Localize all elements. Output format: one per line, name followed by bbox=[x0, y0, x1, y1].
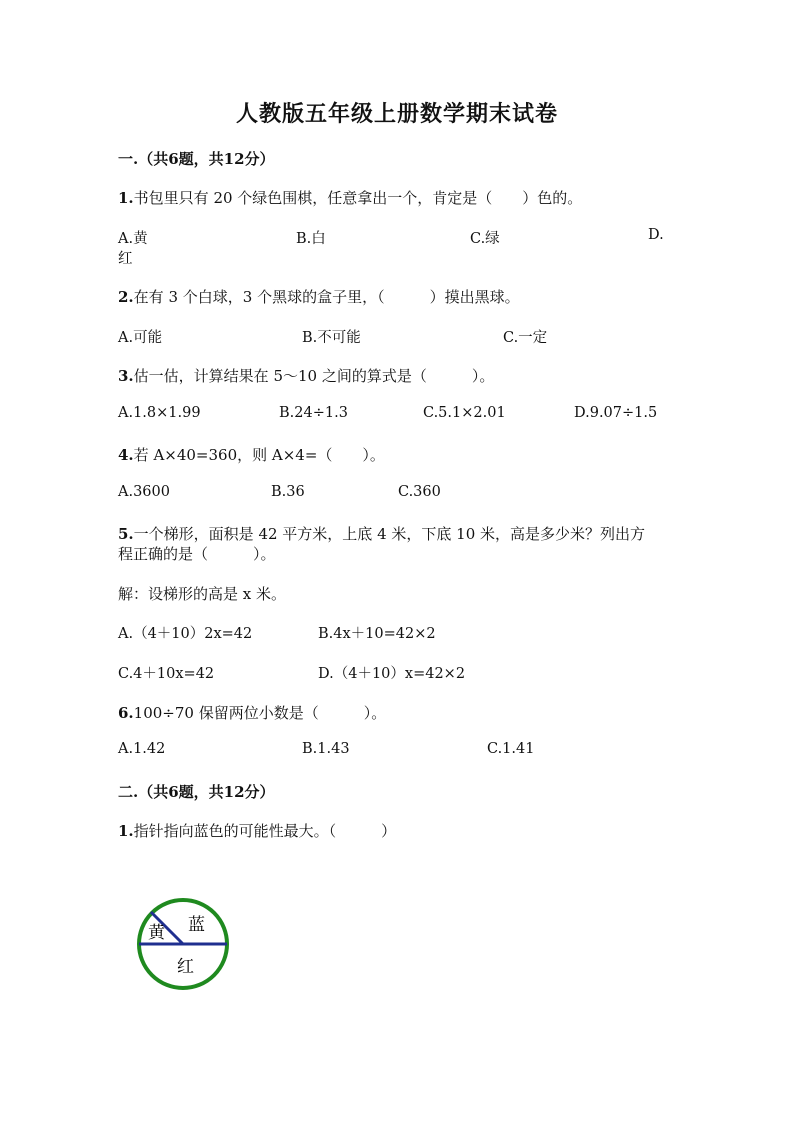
option-d: D.（4＋10）x=42×2 bbox=[318, 666, 466, 682]
page-title: 人教版五年级上册数学期末试卷 bbox=[235, 101, 558, 127]
option-a: A.1.42 bbox=[118, 741, 166, 757]
question-number: 4. bbox=[118, 446, 134, 464]
question-3 bbox=[118, 365, 494, 386]
spinner-label-blue: 蓝 bbox=[188, 915, 205, 935]
option-c: C.绿 bbox=[470, 231, 500, 247]
spinner-diagram bbox=[130, 898, 238, 1000]
option-c: C.一定 bbox=[503, 330, 548, 346]
section-2-header: 二.（共6题，共12分） bbox=[118, 783, 275, 801]
option-c: C.360 bbox=[398, 484, 441, 500]
question-number: 5. bbox=[118, 525, 134, 543]
question-1 bbox=[118, 187, 582, 208]
option-a: A.3600 bbox=[118, 484, 170, 500]
question-text: 估一估，计算结果在 5～10 之间的算式是（ ）。 bbox=[133, 367, 495, 385]
question-4 bbox=[118, 444, 385, 465]
question-number: 1. bbox=[118, 189, 134, 207]
option-d: D.9.07÷1.5 bbox=[574, 405, 658, 421]
question-number: 6. bbox=[118, 704, 134, 722]
section-2-question-1 bbox=[118, 820, 396, 841]
option-c: C.4＋10x=42 bbox=[118, 666, 215, 682]
option-b: B.不可能 bbox=[302, 330, 361, 346]
question-6 bbox=[118, 702, 386, 723]
option-b: B.36 bbox=[271, 484, 305, 500]
question-number: 2. bbox=[118, 288, 134, 306]
question-text: 一个梯形，面积是 42 平方米，上底 4 米，下底 10 米，高是多少米？列出方 bbox=[133, 525, 646, 543]
question-text: 若 A×40=360，则 A×4=（ ）。 bbox=[133, 446, 385, 464]
question-2 bbox=[118, 286, 520, 307]
section-1-header: 一.（共6题，共12分） bbox=[118, 150, 275, 168]
option-d-wrap: 红 bbox=[118, 251, 133, 267]
option-a: A.1.8×1.99 bbox=[118, 405, 201, 421]
question-number: 3. bbox=[118, 367, 134, 385]
question-text: 100÷70 保留两位小数是（ ）。 bbox=[133, 704, 387, 722]
option-a: A.（4＋10）2x=42 bbox=[118, 626, 253, 642]
option-b: B.1.43 bbox=[302, 741, 350, 757]
option-a: A.黄 bbox=[118, 231, 148, 247]
option-b: B.24÷1.3 bbox=[279, 405, 348, 421]
option-b: B.4x＋10=42×2 bbox=[318, 626, 436, 642]
question-5 bbox=[118, 523, 645, 544]
spinner-label-red: 红 bbox=[177, 957, 194, 977]
solution-text: 解：设梯形的高是 x 米。 bbox=[118, 585, 286, 603]
question-text: 书包里只有 20 个绿色围棋，任意拿出一个，肯定是（ ）色的。 bbox=[133, 189, 583, 207]
question-text: 在有 3 个白球，3 个黑球的盒子里，（ ）摸出黑球。 bbox=[133, 288, 520, 306]
question-text: 指针指向蓝色的可能性最大。（ ） bbox=[133, 822, 397, 840]
option-a: A.可能 bbox=[118, 330, 163, 346]
spinner-label-yellow: 黄 bbox=[148, 923, 165, 943]
option-c: C.1.41 bbox=[487, 741, 535, 757]
option-b: B.白 bbox=[296, 231, 326, 247]
option-d: D. bbox=[648, 227, 664, 243]
option-c: C.5.1×2.01 bbox=[423, 405, 506, 421]
question-5-line-2: 程正确的是（ ）。 bbox=[118, 545, 276, 563]
question-number: 1. bbox=[118, 822, 134, 840]
